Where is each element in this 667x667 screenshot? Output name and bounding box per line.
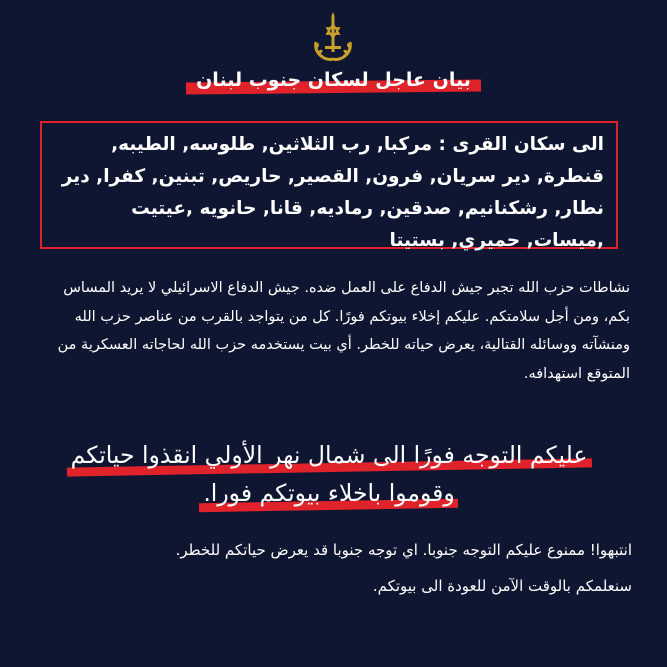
page-title-text: بيان عاجل لسكان جنوب لبنان [196, 69, 471, 91]
idf-emblem-icon [310, 12, 356, 62]
villages-text: الى سكان القرى : مركبا, رب الثلاثين, طلوسه, الطيبه, قنطرة, دير سريان, فرون, القصير, حاريص, تبنين, كفرا, دير نطار, رشكنانيم, صدقين, رماديه, قانا, حانويه ,عيتيت ,ميسات, حميري, بستيتا [61, 134, 604, 251]
villages-box [40, 121, 618, 249]
title-container [0, 68, 667, 92]
headline-line-1-text: عليكم التوجه فورًا الى شمال نهر الأولي انقذوا حياتكم [70, 441, 588, 469]
warning-line-1: انتبهوا! ممنوع عليكم التوجه جنوبا. اي توجه جنوبا قد يعرض حياتكم للخطر. [175, 541, 632, 559]
warning-line-2: سنعلمكم بالوقت الآمن للعودة الى بيوتكم. [372, 577, 632, 595]
headline-line-1 [71, 436, 588, 474]
evacuation-headline [24, 436, 634, 512]
warning-paragraph [34, 532, 632, 604]
headline-line-2 [203, 474, 454, 512]
announcement-text: نشاطات حزب الله تجبر جيش الدفاع على العمل ضده. جيش الدفاع الاسرائيلي لا يريد المساس بكم، ومن أجل سلامتكم. عليكم إخلاء بيوتكم فورًا. كل من يتواجد بالقرب من عناصر حزب الله ومنشآته ووسائله القتالية، يعرض حياته للخطر. أي بيت يستخدمه حزب الله لحاجاته العسكرية من المتوقع استهدافه. [57, 280, 630, 382]
headline-line-2-text: وقوموا باخلاء بيوتكم فورا. [203, 479, 455, 507]
page-title [190, 68, 477, 92]
announcement-paragraph [40, 274, 630, 388]
